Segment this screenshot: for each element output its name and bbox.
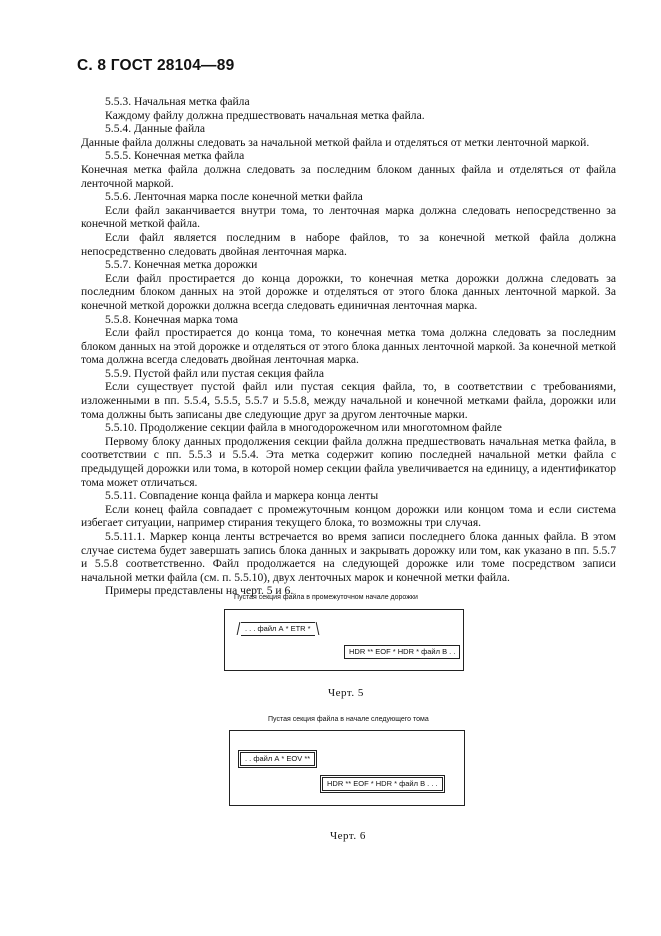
figure-6-tag-bottom: HDR ** EOF * HDR * файл В . . . [320,775,445,793]
paragraph: 5.5.11.1. Маркер конца ленты встречается во время записи последнего блока данных файла. В этом случае система будет завершать запись блока данных и закрывать дорожку или том, как указано в пп. 5.5.7 и 5.5.8 соответственно. Файл продолжается на следующей дорожке или томе посредством записи начальной метки файла (см. п. 5.5.10), двух ленточных марок и конечной метки файла. [81,530,616,584]
paragraph: Если конец файла совпадает с промежуточным концом дорожки или концом тома и если система избегает ситуации, например стирания текущего блока, то возможны три случая. [81,502,616,530]
paragraph: 5.5.3. Начальная метка файла [105,95,250,108]
figure-5-tag-top: . . . файл А * ETR * [241,622,315,636]
paragraph: Каждому файлу должна предшествовать начальная метка файла. [105,108,425,122]
figure-6-caption: Черт. 6 [330,830,366,842]
figure-5-tag-bottom: HDR ** EOF * HDR * файл В . . [344,645,460,659]
paragraph: 5.5.7. Конечная метка дорожки [105,258,258,272]
figure-5-caption: Черт. 5 [328,687,364,699]
body-text [81,95,616,598]
figure-6-frame [229,730,465,806]
figure-5-title: Пустая секция файла в промежуточном начале дорожки [234,594,418,601]
paragraph: 5.5.9. Пустой файл или пустая секция файла [105,366,324,380]
paragraph: Если существует пустой файл или пустая секция файла, то, в соответствии с требованиями, изложенными в пп. 5.5.4, 5.5.5, 5.5.7 и 5.5.8, между начальной и конечной метками файла, дорожки или тома должны быть записаны две следующие друг за другом ленточные марки. [81,380,616,421]
paragraph: Если файл является последним в наборе файлов, то за конечной меткой файла должна непосредственно следовать двойная ленточная марка. [81,230,616,258]
paragraph: Данные файла должны следовать за начальной меткой файла и отделяться от метки ленточной маркой. [81,135,590,149]
paragraph: 5.5.8. Конечная марка тома [105,312,239,326]
paragraph: Первому блоку данных продолжения секции файла должна предшествовать начальная метка файла, в соответствии с пп. 5.5.3 и 5.5.4. Эта метка содержит копию последней начальной метки файла с предыдущей дорожки или тома, в которой номер секции файла увеличивается на единицу, а идентификатор тома может отличаться. [81,434,616,489]
paragraph: Если файл заканчивается внутри тома, то ленточная марка должна следовать непосредственно за конечной меткой файла. [81,203,616,231]
paragraph: 5.5.10. Продолжение секции файла в многодорожечном или многотомном файле [105,421,502,435]
figure-6-tag-top: . . файл А * EOV ** [238,750,317,768]
paragraph: 5.5.4. Данные файла [105,122,206,136]
paragraph: 5.5.11. Совпадение конца файла и маркера конца ленты [105,489,379,503]
paragraph: Примеры представлены на черт. 5 и 6. [105,584,294,598]
paragraph: Конечная метка файла должна следовать за последним блоком данных файла и отделяться от файла ленточной маркой. [81,162,616,190]
paragraph: Если файл простирается до конца тома, то конечная метка тома должна следовать за последним блоком данных на этой дорожке и отделяться от этого блока данных ленточной маркой. За конечной меткой тома должна всегда следовать двойная ленточная марка. [81,326,616,367]
paragraph: 5.5.6. Ленточная марка после конечной метки файла [105,190,363,204]
figure-5-frame [224,609,464,671]
paragraph: 5.5.5. Конечная метка файла [105,149,245,163]
page-header: С. 8 ГОСТ 28104—89 [77,57,235,74]
paragraph: Если файл простирается до конца дорожки, то конечная метка дорожки должна следовать за последним блоком данных на этой дорожке и отделяться от этого блока данных ленточной маркой. За конечной меткой дорожки должна всегда следовать единичная ленточная марка. [81,271,616,312]
figure-6-title: Пустая секция файла в начале следующего тома [268,716,429,723]
